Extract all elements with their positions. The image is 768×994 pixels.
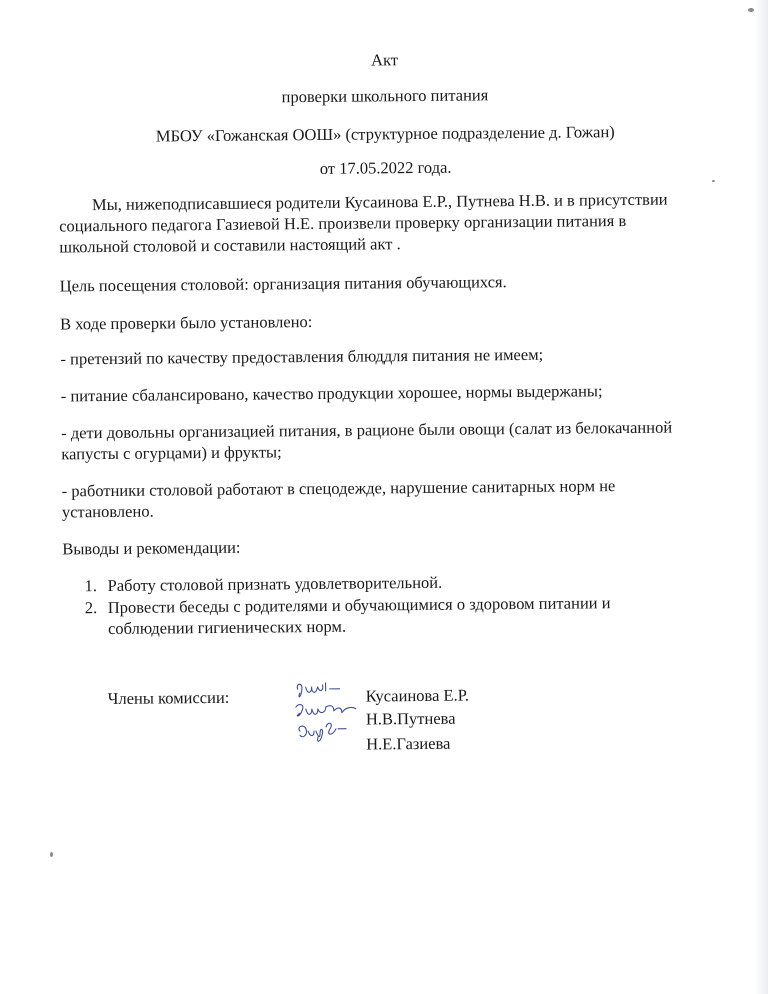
signature-putneva <box>296 704 356 716</box>
intro-line: социального педагога Газиевой Н.Е. произвели проверку организации питания в <box>59 210 627 236</box>
school-name: МБОУ «Гожанская ООШ» (структурное подразделение д. Гожан) <box>155 122 615 146</box>
finding-item: - дети довольны организацией питания, в рационе были овощи (салат из белокачанной <box>61 417 673 443</box>
handwritten-signatures <box>290 676 371 757</box>
visit-purpose: Цель посещения столовой: организация питания обучающихся. <box>59 272 507 296</box>
intro-line: Мы, нижеподписавшиеся родители Кусаинова Е.Р., Путнева Н.В. и в присутствии <box>91 189 668 215</box>
intro-line: школьной столовой и составили настоящий акт . <box>59 234 401 257</box>
finding-item: - питание сбалансировано, качество продукции хорошее, нормы выдержаны; <box>60 381 603 406</box>
signature-gazieva <box>299 723 346 741</box>
recommendation-item: Провести беседы с родителями и обучающимися о здоровом питании и <box>107 593 611 617</box>
commission-member: Н.В.Путнева <box>365 708 456 729</box>
commission-label: Члены комиссии: <box>107 687 230 708</box>
commission-member: Н.Е.Газиева <box>366 733 451 754</box>
findings-heading: В ходе проверки было установлено: <box>60 312 313 334</box>
recommendation-item: Работу столовой признать удовлетворительной. <box>107 572 443 595</box>
document-date: от 17.05.2022 года. <box>319 157 452 178</box>
finding-item: - работники столовой работают в спецодежде, нарушение санитарных норм не <box>61 476 616 501</box>
recommendation-number: 2. <box>84 598 98 618</box>
recommendation-item-continued: соблюдении гигиенических норм. <box>107 616 347 638</box>
finding-item-continued: капусты с огурцами) и фрукты; <box>61 442 282 464</box>
finding-item-continued: установлено. <box>61 501 154 522</box>
conclusions-heading: Выводы и рекомендации: <box>62 537 241 559</box>
commission-member: Кусаинова Е.Р. <box>365 685 470 706</box>
recommendation-number: 1. <box>84 576 98 596</box>
document-subtitle: проверки школьного питания <box>281 85 489 107</box>
signature-kusainova <box>297 683 339 697</box>
finding-item: - претензий по качеству предоставления блюддля питания не имеем; <box>60 344 544 369</box>
document-title: Акт <box>371 50 399 70</box>
